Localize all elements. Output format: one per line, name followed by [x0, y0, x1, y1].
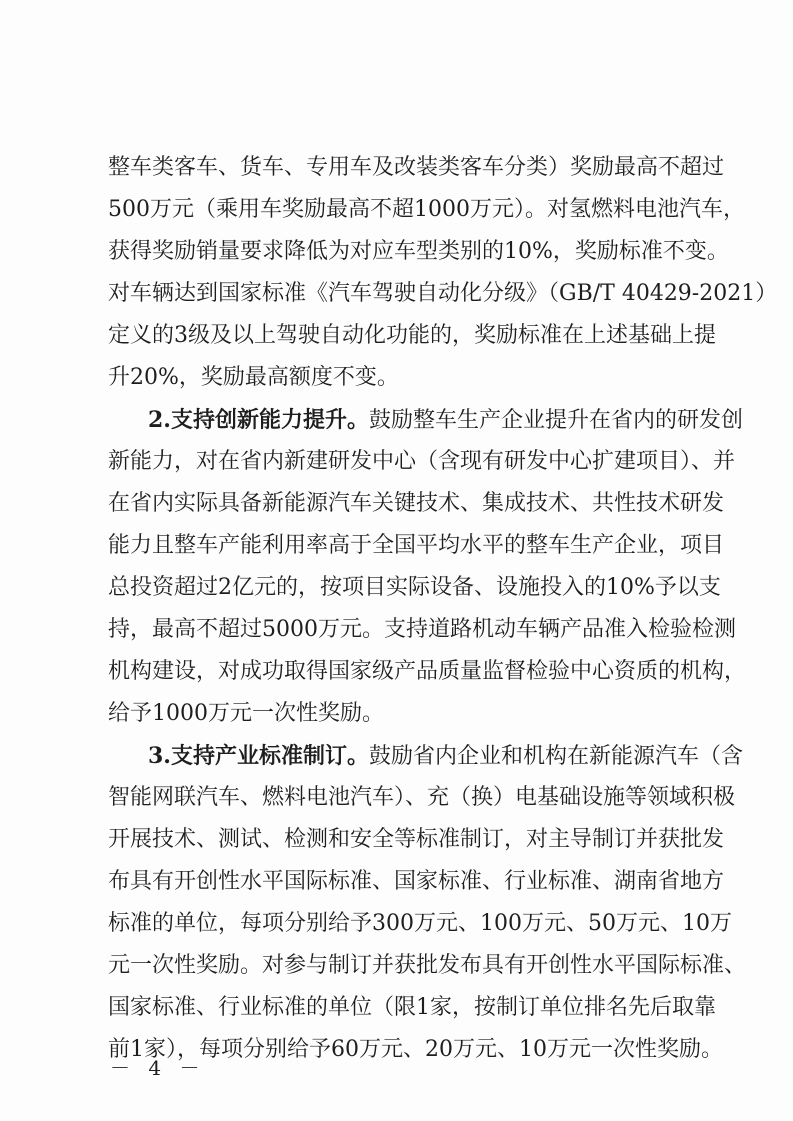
page-number: － 4 －: [110, 1056, 206, 1080]
line-text: 国家标准、行业标准的单位（限1家，按制订单位排名先后取靠: [108, 995, 716, 1020]
text-line: [108, 192, 745, 234]
text-line: [108, 444, 736, 486]
line-text: 元一次性奖励。对参与制订并获批发布具有开创性水平国际标准、: [108, 953, 747, 978]
section-heading: 2.支持创新能力提升。: [148, 407, 369, 433]
line-text: 定义的3级及以上驾驶自动化功能的，奖励标准在上述基础上提: [108, 323, 716, 348]
line-text: 获得奖励销量要求降低为对应车型类别的10%，奖励标准不变。: [108, 239, 729, 264]
text-line: [108, 948, 747, 990]
section-heading: 3.支持产业标准制订。: [148, 743, 369, 769]
line-text: 鼓励省内企业和机构在新能源汽车（含: [368, 744, 743, 769]
text-line: [108, 612, 736, 654]
text-line: [108, 150, 725, 192]
line-text: 升20%，奖励最高额度不变。: [108, 365, 399, 390]
text-line: [108, 864, 725, 906]
line-text: 开展技术、测试、检测和安全等标准制订，对主导制订并获批发: [108, 827, 725, 852]
text-line: [108, 234, 729, 276]
text-line: [108, 402, 743, 444]
line-text: 总投资超过2亿元的，按项目实际设备、设施投入的10%予以支: [108, 575, 721, 600]
line-text: 前1家），每项分别给予60万元、20万元、10万元一次性奖励。: [108, 1037, 723, 1062]
line-text: 智能网联汽车、燃料电池汽车）、充（换）电基础设施等领域积极: [108, 785, 736, 810]
line-text: 布具有开创性水平国际标准、国家标准、行业标准、湖南省地方: [108, 869, 725, 894]
line-text: 标准的单位，每项分别给予300万元、100万元、50万元、10万: [108, 911, 732, 936]
text-line: [108, 990, 716, 1032]
line-text: 整车类客车、货车、专用车及改装类客车分类）奖励最高不超过: [108, 155, 725, 180]
line-text: 在省内实际具备新能源汽车关键技术、集成技术、共性技术研发: [108, 491, 725, 516]
text-line: [108, 486, 725, 528]
document-body: [108, 150, 778, 1074]
text-line: [108, 696, 708, 738]
text-line: [108, 276, 778, 318]
text-line: [108, 906, 732, 948]
line-text: 给予1000万元一次性奖励。: [108, 701, 384, 726]
text-line: [108, 570, 721, 612]
line-text: 对车辆达到国家标准《汽车驾驶自动化分级》（GB/T 40429-2021）: [108, 281, 778, 306]
text-line: [108, 654, 747, 696]
text-line: [108, 528, 725, 570]
text-line: [108, 318, 716, 360]
text-line: [108, 738, 743, 780]
line-text: 机构建设，对成功取得国家级产品质量监督检验中心资质的机构，: [108, 659, 747, 684]
line-text: 500万元（乘用车奖励最高不超1000万元）。对氢燃料电池汽车，: [108, 197, 745, 222]
line-text: 能力且整车产能利用率高于全国平均水平的整车生产企业，项目: [108, 533, 725, 558]
line-text: 新能力，对在省内新建研发中心（含现有研发中心扩建项目）、并: [108, 449, 736, 474]
text-line: [108, 822, 725, 864]
text-line: [108, 780, 736, 822]
text-line: [108, 360, 708, 402]
line-text: 鼓励整车生产企业提升在省内的研发创: [368, 408, 743, 433]
line-text: 持，最高不超过5000万元。支持道路机动车辆产品准入检验检测: [108, 617, 736, 642]
